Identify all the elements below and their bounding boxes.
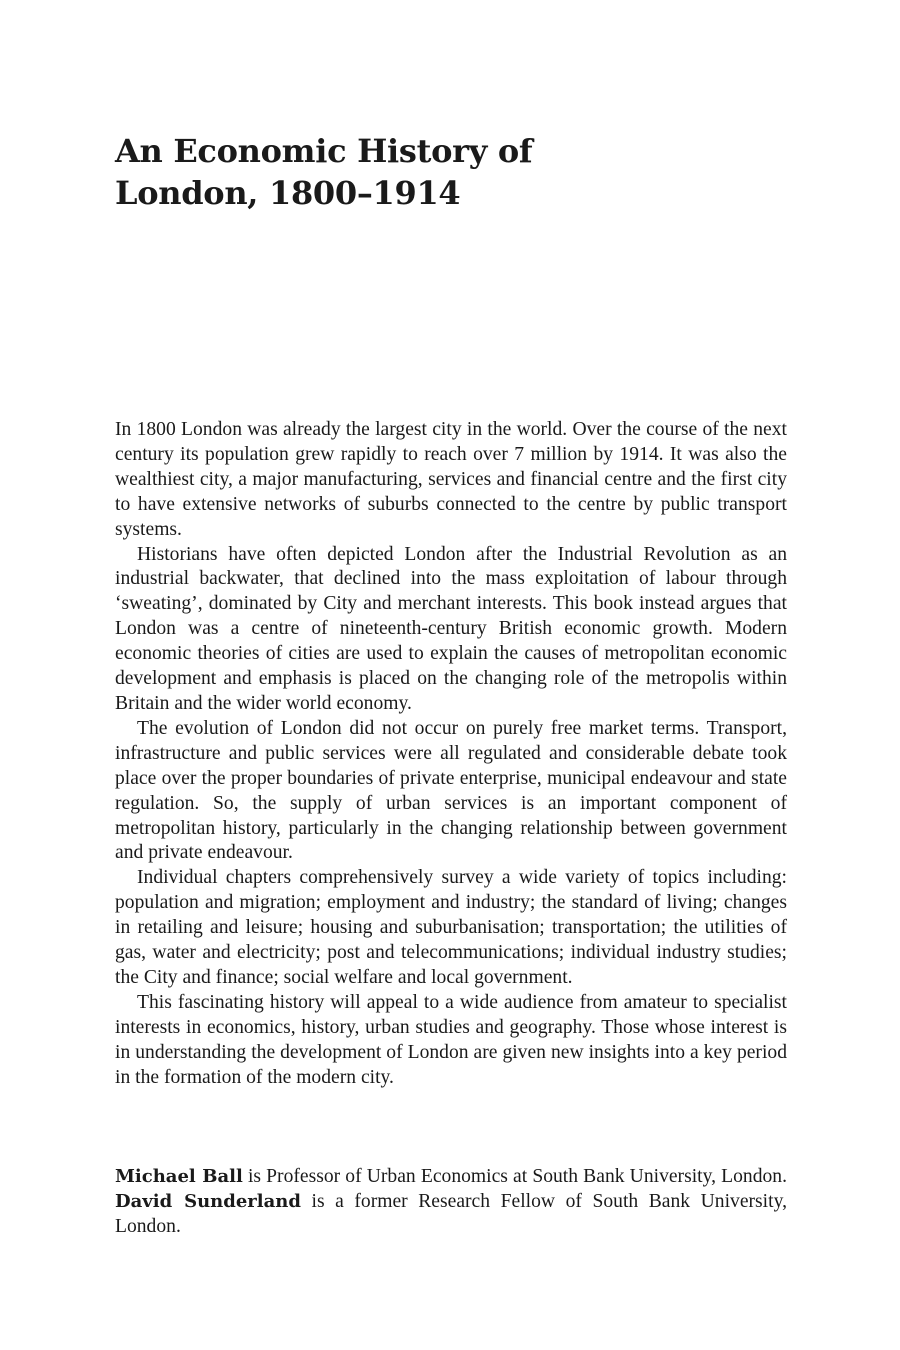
author-2-bio: is a former Research Fellow of South Bank University, London. [115, 1190, 787, 1237]
author-1-name: Michael Ball [115, 1166, 243, 1187]
description-paragraph-1: In 1800 London was already the largest city in the world. Over the course of the next century its population grew rapidly to reach over 7 million by 1914. It was also the wealthiest city, a major manufacturing, services and financial centre and the first city to have extensive networks of suburbs connected to the centre by public transport systems. [115, 419, 787, 540]
description-paragraph-5: This fascinating history will appeal to a wide audience from amateur to specialist interests in economics, history, urban studies and geography. Those whose interest is in understanding the development of London are given new insights into a key period in the formation of the modern city. [115, 991, 787, 1088]
description-paragraph-4: Individual chapters comprehensively survey a wide variety of topics including: population and migration; employment and industry; the standard of living; changes in retailing and leisure; housing and suburbanisation; transportation; the utilities of gas, water and electricity; post and telecommunications; individual industry studies; the City and finance; social welfare and local government. [115, 867, 787, 988]
book-title [115, 130, 787, 214]
author-bio [115, 1165, 787, 1240]
book-description [115, 418, 787, 1090]
book-title-line-2: London, 1800–1914 [115, 174, 461, 212]
book-title-line-1: An Economic History of [115, 132, 533, 170]
author-2-name: David Sunderland [115, 1190, 301, 1212]
description-paragraph-3: The evolution of London did not occur on purely free market terms. Transport, infrastructure and public services were all regulated and considerable debate took place over the proper boundaries of private enterprise, municipal endeavour and state regulation. So, the supply of urban services is an important component of metropolitan history, particularly in the changing relationship between government and private endeavour. [115, 717, 787, 864]
description-paragraph-2: Historians have often depicted London after the Industrial Revolution as an industrial backwater, that declined into the mass exploitation of labour through ‘sweating’, dominated by City and merchant interests. This book instead argues that London was a centre of nineteenth-century British economic growth. Modern economic theories of cities are used to explain the causes of metropolitan economic development and emphasis is placed on the changing role of the metropolis within Britain and the wider world economy. [115, 543, 787, 714]
author-1-bio: is Professor of Urban Economics at South Bank University, London. [242, 1166, 787, 1187]
